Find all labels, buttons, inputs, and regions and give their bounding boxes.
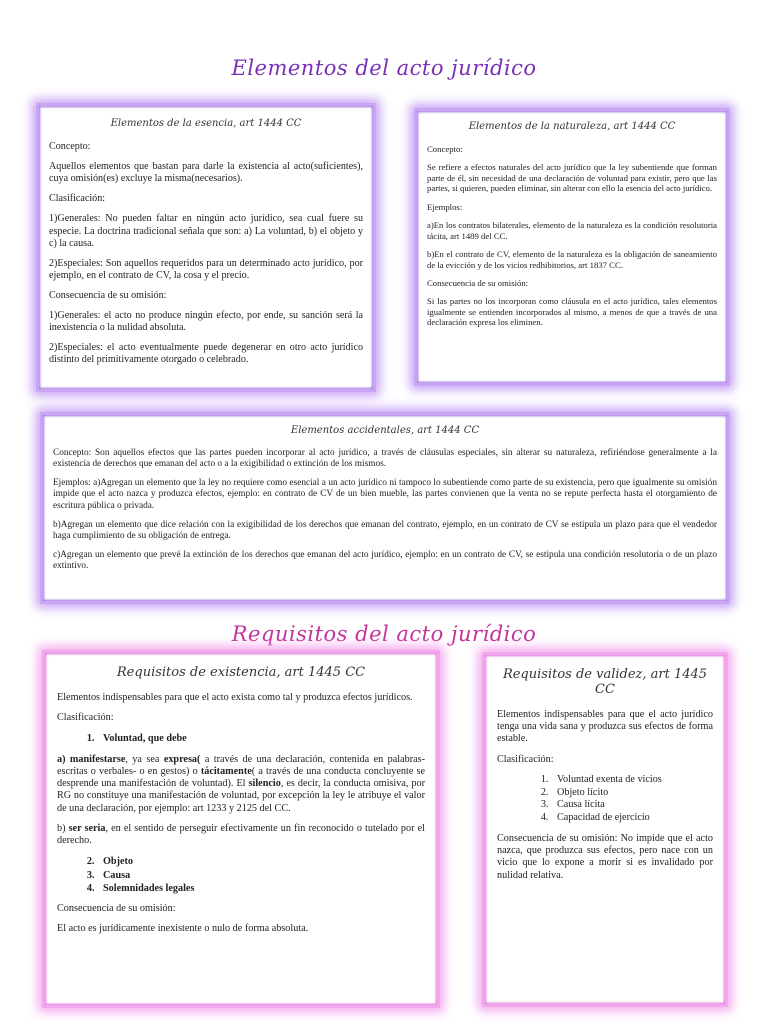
list-item: 3. Causa [97,869,425,882]
card-title: Requisitos de validez, art 1445 CC [502,667,708,697]
text-segment: b) [57,822,69,834]
intro-text: Elementos indispensables para que el acto exista como tal y produzca efectos jurídicos. [57,692,413,703]
ejemplo-a-text: Ejemplos: a)Agregan un elemento que la ley no requiere como esencial a un acto jurídico ni tampoco lo subentiende como parte de su existencia, pero que igualmente su omisión impide que el acto nazca y produzca efectos, ejemplo: en contrato de CV de un bien mueble, las partes convienen que la venta no se repute perfecta hasta el otorgamiento de escritura pública o privada. [53,478,717,511]
concepto-label: Concepto: [427,144,463,154]
section-title-requisitos: Requisitos del acto jurídico [231,622,537,646]
requisitos-list [57,732,425,745]
list-item: 3. Causa lícita [551,799,713,812]
consecuencia-text: El acto es jurídicamente inexistente o nulo de forma absoluta. [57,923,309,935]
omision-generales-text: 1)Generales: el acto no produce ningún efecto, por ende, su sanción será la inexistencia o la nulidad absoluta. [49,310,363,334]
silencio-label: silencio [248,778,281,790]
list-item: 1. Voluntad exenta de vicios [551,774,713,787]
validez-list [497,774,713,825]
card-requisitos-validez [482,652,728,1007]
tacitamente-label: tácitamente [200,765,252,777]
card-title: Requisitos de existencia, art 1445 CC [116,665,366,680]
text-segment: , ya sea [125,753,164,765]
clasificacion-label: Clasificación: [57,712,114,724]
list-item: 2. Objeto lícito [551,787,713,800]
list-item: 4. Solemnidades legales [97,882,425,895]
seria-text [57,823,425,847]
seria-label: ser seria [68,822,106,834]
generales-text: 1)Generales: No pueden faltar en ningún acto jurídico, sea cual fuere su especie. La doctrina tradicional señala que son: a) La voluntad, b) el objeto y c) la causa. [49,213,363,249]
card-title: Elementos accidentales, art 1444 CC [290,425,480,436]
list-item: 4. Capacidad de ejercicio [551,812,713,825]
card-title: Elementos de la naturaleza, art 1444 CC [468,121,676,132]
ejemplo-b-text: b)En el contrato de CV, elemento de la naturaleza es la obligación de saneamiento de la evicción y de los vicios redhibitorios, art 1837 CC. [427,249,717,270]
list-item: 2. Objeto [97,855,425,868]
section-title-elementos: Elementos del acto jurídico [231,56,537,80]
text-segment: ( a través de una conducta concluyente se desprende una manifestación de voluntad). El [57,765,425,790]
concepto-text: Aquellos elementos que bastan para darle la existencia al acto(suficientes), cuya omisión(es) excluye la misma(necesarios). [49,161,363,185]
consecuencia-label: Consecuencia de su omisión: [57,903,176,915]
consecuencia-text: Si las partes no los incorporan como cláusula en el acto jurídico, tales elementos igualmente se entienden incorporados al mismo, a menos de que a través de una declaración expresa los eliminen. [427,296,717,328]
intro-text: Elementos indispensables para que el acto jurídico tenga una vida sana y produzca sus efectos de forma estable. [497,709,713,745]
card-elementos-naturaleza [414,108,730,386]
concepto-text: Se refiere a efectos naturales del acto jurídico que la ley subentiende que forman parte de él, sin necesidad de una declaración de voluntad para existir, pero que las partes, si quieren, pueden eliminar, sin alterar con ello la esencia del acto jurídico. [427,162,717,194]
consecuencia-label: Consecuencia de su omisión: [49,289,167,301]
text-segment: , es decir, la conducta omisiva, por RG no constituye una manifestación de voluntad, por excepción la ley le atribuye el valor de una declaración, por ejemplo: art 1233 y 2125 del CC. [57,778,425,814]
especiales-text: 2)Especiales: Son aquellos requeridos para un determinado acto jurídico, por ejemplo, en el contrato de CV, la cosa y el precio. [49,257,363,281]
ejemplos-label: Ejemplos: [427,201,463,212]
manifestarse-text [57,754,425,815]
ejemplo-b-text: b)Agregan un elemento que dice relación con la exigibilidad de los derechos que emanan del contrato, ejemplo, en un contrato de CV se estipula un plazo para que el vendedor haga cumplimiento de su obligación de entrega. [53,519,717,541]
card-requisitos-existencia [42,650,440,1008]
consecuencia-label: Consecuencia de su omisión: [427,277,529,288]
manifestarse-label: a) manifestarse [57,753,126,765]
text-segment: a través de una declaración, contenida en palabras-escritas o verbales- o en gestos) o [57,753,426,777]
list-item: 1. Voluntad, que debe [97,732,425,745]
omision-especiales-text: 2)Especiales: el acto eventualmente puede degenerar en otro acto jurídico distinto del primitivamente otorgado o celebrado. [49,342,363,366]
requisitos-list-rest [57,855,425,895]
clasificacion-label: Clasificación: [497,753,554,765]
card-elementos-esencia [36,103,376,392]
text-segment: , en el sentido de perseguir efectivamente un fin reconocido o tutelado por el derecho. [57,822,425,847]
ejemplo-a-text: a)En los contratos bilaterales, elemento de la naturaleza es la condición resolutoria tácita, art 1489 del CC. [427,220,717,241]
card-elementos-accidentales [40,412,730,604]
card-title: Elementos de la esencia, art 1444 CC [110,118,302,129]
ejemplo-c-text: c)Agregan un elemento que prevé la extinción de los derechos que emanan del acto jurídico, ejemplo: en un contrato de CV, se estipula una condición resolutoria o de un plazo extintivo. [53,550,717,572]
concepto-label: Concepto: [49,141,91,152]
consecuencia-text: Consecuencia de su omisión: No impide que el acto nazca, que produzca sus efectos, pero nace con un vicio que lo expone a morir si es invalidado por nulidad relativa. [497,832,713,881]
clasificacion-label: Clasificación: [49,193,106,205]
expresa-label: expresa( [163,753,201,765]
concepto-text: Concepto: Son aquellos efectos que las partes pueden incorporar al acto jurídico, a través de cláusulas especiales, sin alterar su naturaleza, refiriéndose generalmente a la existencia de derechos que emanan del acto o a la exigibilidad o extinción de los mismos. [53,448,717,470]
